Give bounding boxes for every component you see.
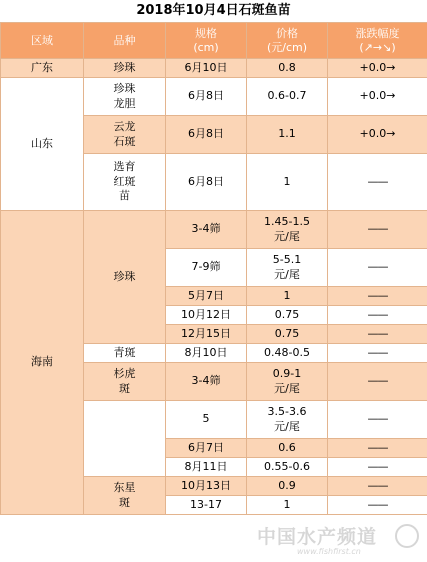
change-cell: —— (328, 401, 427, 439)
header-region: 区域 (1, 23, 84, 59)
variety-line: 杉虎 (113, 366, 136, 380)
price-cell (247, 401, 328, 439)
spec-cell: 12月15日 (166, 325, 247, 344)
price-cell: 0.55-0.6 (247, 458, 328, 477)
price-cell: 0.48-0.5 (247, 344, 328, 363)
variety-cell (84, 477, 166, 515)
spec-cell: 6月7日 (166, 439, 247, 458)
table-row (1, 59, 427, 78)
variety-line: 石斑 (113, 134, 136, 148)
table-row (1, 211, 427, 249)
header-price (247, 23, 328, 59)
price-cell: 0.6 (247, 439, 328, 458)
spec-cell: 10月12日 (166, 306, 247, 325)
change-cell: —— (328, 496, 427, 515)
watermark-url: www.fishfirst.cn (297, 547, 361, 556)
variety-cell: 珍珠 (84, 211, 166, 344)
page-title: 2018年10月4日石斑鱼苗 (136, 3, 291, 18)
price-cell: 0.9 (247, 477, 328, 496)
price-line: 5-5.1 (272, 252, 302, 266)
variety-cell (84, 154, 166, 211)
region-cell: 广东 (1, 59, 84, 78)
variety-cell (84, 363, 166, 401)
variety-line: 苗 (119, 189, 130, 203)
price-line: 0.9-1 (272, 366, 302, 380)
variety-line: 东星 (113, 480, 136, 494)
spec-cell: 6月8日 (166, 116, 247, 154)
change-cell: —— (328, 249, 427, 287)
change-cell: —— (328, 325, 427, 344)
header-spec-label: 规格 (195, 26, 217, 40)
change-cell: —— (328, 211, 427, 249)
variety-cell (84, 116, 166, 154)
price-cell: 1 (247, 496, 328, 515)
watermark (227, 520, 417, 560)
spec-cell: 8月11日 (166, 458, 247, 477)
header-variety: 品种 (84, 23, 166, 59)
price-table (0, 22, 427, 515)
header-change-label: 涨跌幅度 (355, 26, 400, 40)
header-row (1, 23, 427, 59)
price-cell: 0.6-0.7 (247, 78, 328, 116)
price-cell (247, 249, 328, 287)
spec-cell: 6月8日 (166, 154, 247, 211)
change-cell: —— (328, 344, 427, 363)
change-cell: +0.0→ (328, 78, 427, 116)
header-spec-unit: (cm) (193, 40, 219, 54)
spec-cell: 7-9筛 (166, 249, 247, 287)
header-change-unit: (↗→↘) (359, 40, 396, 54)
change-cell: —— (328, 287, 427, 306)
variety-line: 云龙 (113, 119, 136, 133)
price-cell (247, 363, 328, 401)
spec-cell: 6月8日 (166, 78, 247, 116)
price-line: 元/尾 (274, 381, 300, 395)
change-cell: —— (328, 363, 427, 401)
variety-line: 红斑 (113, 174, 136, 188)
change-cell: —— (328, 458, 427, 477)
variety-cell-empty (84, 401, 166, 477)
price-cell: 1 (247, 287, 328, 306)
spec-cell: 3-4筛 (166, 211, 247, 249)
header-change (328, 23, 427, 59)
header-price-label: 价格 (276, 26, 298, 40)
region-cell: 海南 (1, 211, 84, 515)
variety-line: 龙胆 (113, 96, 136, 110)
price-cell: 0.75 (247, 325, 328, 344)
spec-cell: 6月10日 (166, 59, 247, 78)
price-line: 元/尾 (274, 419, 300, 433)
price-line: 元/尾 (274, 229, 300, 243)
variety-line: 斑 (119, 495, 130, 509)
header-price-unit: (元/cm) (266, 40, 308, 54)
variety-line: 斑 (119, 381, 130, 395)
change-cell: —— (328, 306, 427, 325)
price-line: 元/尾 (274, 267, 300, 281)
variety-cell: 珍珠 (84, 59, 166, 78)
spec-cell: 8月10日 (166, 344, 247, 363)
spec-cell: 5 (166, 401, 247, 439)
watermark-logo-icon (395, 524, 419, 548)
price-cell: 1 (247, 154, 328, 211)
variety-line: 珍珠 (113, 81, 136, 95)
header-spec (166, 23, 247, 59)
price-line: 1.45-1.5 (264, 214, 310, 228)
change-cell: +0.0→ (328, 116, 427, 154)
price-line: 3.5-3.6 (267, 404, 307, 418)
spec-cell: 5月7日 (166, 287, 247, 306)
watermark-text: 中国水产频道 (257, 526, 378, 548)
spec-cell: 3-4筛 (166, 363, 247, 401)
change-cell: —— (328, 477, 427, 496)
table-row (1, 78, 427, 116)
change-cell: —— (328, 154, 427, 211)
price-cell: 1.1 (247, 116, 328, 154)
region-cell: 山东 (1, 78, 84, 211)
variety-cell: 青斑 (84, 344, 166, 363)
variety-line: 选育 (113, 159, 136, 173)
spec-cell: 10月13日 (166, 477, 247, 496)
change-cell: —— (328, 439, 427, 458)
price-cell (247, 211, 328, 249)
change-cell: +0.0→ (328, 59, 427, 78)
price-cell: 0.8 (247, 59, 328, 78)
price-cell: 0.75 (247, 306, 328, 325)
spec-cell: 13-17 (166, 496, 247, 515)
variety-cell (84, 78, 166, 116)
